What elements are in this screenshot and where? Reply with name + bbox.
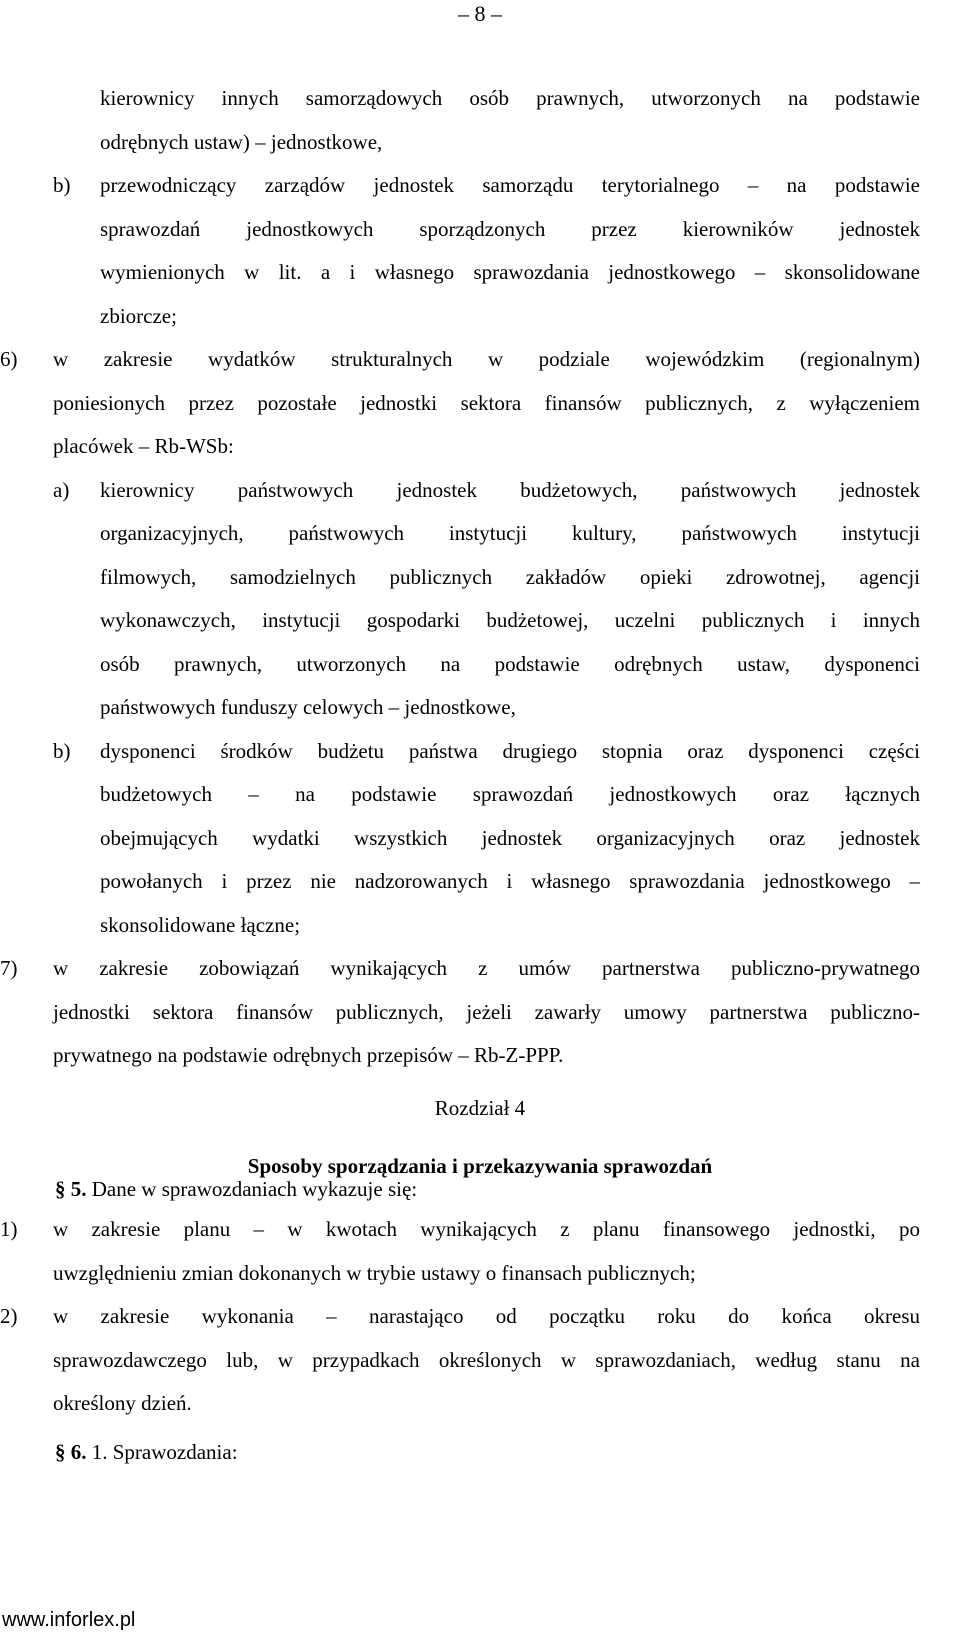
line-text: odrębnych ustaw) – jednostkowe, <box>100 129 383 154</box>
line-text: powołanych i przez nie nadzorowanych i własnego sprawozdania jednostkowego – <box>100 869 920 893</box>
list-number: 2) <box>0 1304 18 1328</box>
line-text: przewodniczący zarządów jednostek samorządu terytorialnego – na podstawie <box>100 173 920 197</box>
line-text: poniesionych przez pozostałe jednostki sektora finansów publicznych, z wyłączeniem <box>53 390 920 415</box>
text-line <box>0 1382 960 1426</box>
line-text: placówek – Rb-WSb: <box>53 434 234 458</box>
line-text: wykonawczych, instytucji gospodarki budżetowej, uczelni publicznych i innych <box>100 608 920 632</box>
line-text: w zakresie wykonania – narastająco od początku roku do końca okresu <box>53 1304 920 1328</box>
section-6-intro: 1. Sprawozdania: <box>91 1440 238 1464</box>
list-number: b) <box>53 738 71 763</box>
text-line <box>0 556 960 600</box>
text-line <box>0 121 960 165</box>
text-line <box>0 208 960 252</box>
line-text: w zakresie planu – w kwotach wynikających z planu finansowego jednostki, po <box>53 1217 920 1241</box>
text-line <box>0 773 960 817</box>
text-line <box>0 382 960 426</box>
text-line <box>0 77 960 121</box>
text-line <box>0 164 960 208</box>
line-text: filmowych, samodzielnych publicznych zakładów opieki zdrowotnej, agencji <box>100 564 920 589</box>
line-text: organizacyjnych, państwowych instytucji kultury, państwowych instytucji <box>100 521 920 545</box>
text-line <box>0 947 960 991</box>
text-line <box>0 1339 960 1383</box>
line-text: zbiorcze; <box>100 303 177 328</box>
line-text: określony dzień. <box>53 1391 192 1415</box>
text-line <box>0 904 960 948</box>
line-text: jednostki sektora finansów publicznych, jeżeli zawarły umowy partnerstwa publiczno- <box>53 999 920 1024</box>
line-text: kierownicy innych samorządowych osób prawnych, utworzonych na podstawie <box>100 86 920 110</box>
line-text: uwzględnieniu zmian dokonanych w trybie ustawy o finansach publicznych; <box>53 1260 696 1285</box>
text-line <box>0 425 960 469</box>
text-line <box>0 860 960 904</box>
line-text: kierownicy państwowych jednostek budżetowych, państwowych jednostek <box>100 477 920 502</box>
line-text: państwowych funduszy celowych – jednostkowe, <box>100 695 516 719</box>
text-line <box>0 1295 960 1339</box>
text-line <box>0 338 960 382</box>
text-line <box>0 295 960 339</box>
text-line <box>0 1208 960 1252</box>
chapter-label: Rozdział 4 <box>434 1096 526 1120</box>
section-5-intro: Dane w sprawozdaniach wykazuje się: <box>91 1177 418 1201</box>
text-line <box>0 991 960 1035</box>
section-5-list <box>0 1208 960 1426</box>
list-number: a) <box>53 477 70 502</box>
page-number: – 8 – <box>458 1 502 26</box>
section-5-heading <box>0 1168 960 1212</box>
text-line <box>0 512 960 556</box>
line-text: budżetowych – na podstawie sprawozdań jednostkowych oraz łącznych <box>100 782 920 806</box>
text-line <box>0 730 960 774</box>
list-number: b) <box>53 173 71 197</box>
line-text: dysponenci środków budżetu państwa drugiego stopnia oraz dysponenci części <box>100 738 920 763</box>
footer-url: www.inforlex.pl <box>2 1609 136 1631</box>
section-5-mark: § 5. <box>55 1177 87 1201</box>
list-number: 1) <box>0 1217 18 1241</box>
line-text: sprawozdawczego lub, w przypadkach określonych w sprawozdaniach, według stanu na <box>53 1347 920 1372</box>
chapter-title: Sposoby sporządzania i przekazywania sprawozdań <box>247 1154 713 1178</box>
text-line <box>0 469 960 513</box>
text-line <box>0 599 960 643</box>
line-text: skonsolidowane łączne; <box>100 912 301 937</box>
document-body <box>0 77 960 1078</box>
text-line <box>0 817 960 861</box>
line-text: wymienionych w lit. a i własnego sprawozdania jednostkowego – skonsolidowane <box>100 260 920 284</box>
line-text: w zakresie wydatków strukturalnych w podziale wojewódzkim (regionalnym) <box>53 347 920 371</box>
line-text: sprawozdań jednostkowych sporządzonych przez kierowników jednostek <box>100 216 920 241</box>
text-line <box>0 1034 960 1078</box>
line-text: prywatnego na podstawie odrębnych przepisów – Rb-Z-PPP. <box>53 1043 564 1067</box>
text-line <box>0 686 960 730</box>
text-line <box>0 643 960 687</box>
line-text: osób prawnych, utworzonych na podstawie odrębnych ustaw, dysponenci <box>100 651 920 676</box>
line-text: w zakresie zobowiązań wynikających z umów partnerstwa publiczno-prywatnego <box>53 956 920 980</box>
text-line <box>0 251 960 295</box>
list-number: 7) <box>0 956 18 980</box>
section-6-mark: § 6. <box>55 1440 87 1464</box>
text-line <box>0 1252 960 1296</box>
list-number: 6) <box>0 347 18 371</box>
section-6-heading <box>0 1431 960 1475</box>
line-text: obejmujących wydatki wszystkich jednostek organizacyjnych oraz jednostek <box>100 825 920 850</box>
